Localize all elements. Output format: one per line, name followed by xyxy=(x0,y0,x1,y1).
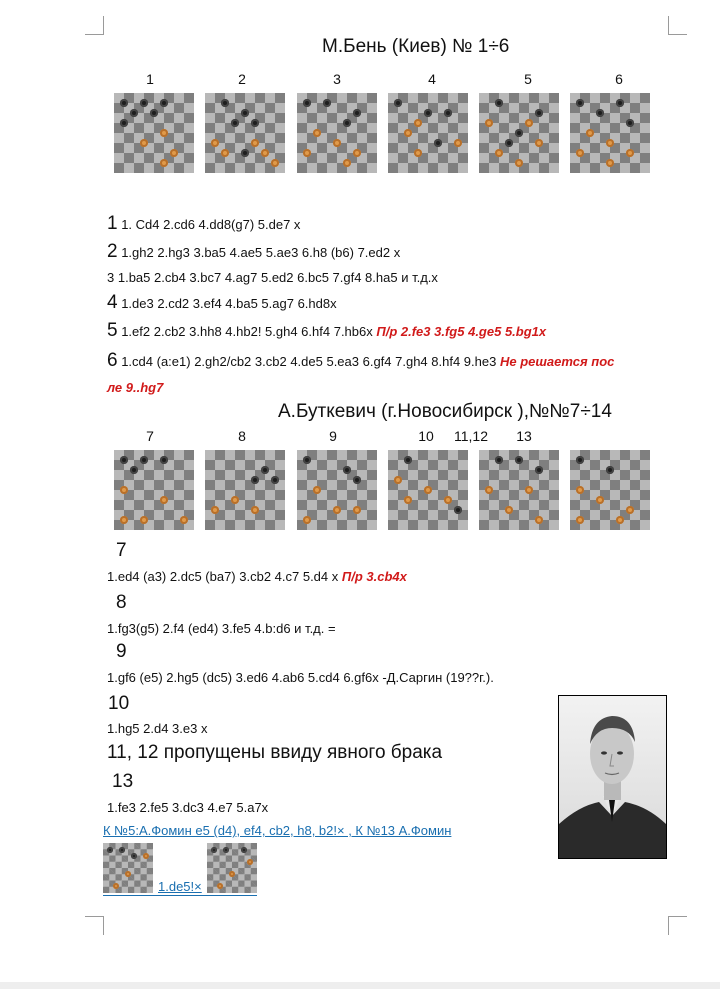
solution-text: 1.gh2 2.hg3 3.ba5 4.ae5 5.ae3 6.h8 (b6) 7.ed2 x xyxy=(121,245,401,260)
checker-board xyxy=(297,450,377,530)
black-piece xyxy=(131,853,137,859)
white-piece xyxy=(160,496,168,504)
problem-number: 8 xyxy=(116,592,127,613)
black-piece xyxy=(160,99,168,107)
white-piece xyxy=(217,883,223,889)
white-piece xyxy=(271,159,279,167)
solution-text: 1.ef2 2.cb2 3.hh8 4.hb2! 5.gh4 6.hf4 7.hb6x xyxy=(121,324,373,339)
diagram-number: 8 xyxy=(238,428,246,444)
solution-3 xyxy=(107,270,438,285)
white-piece xyxy=(140,516,148,524)
black-piece xyxy=(444,109,452,117)
problem-number: 1 xyxy=(107,213,118,234)
margin-corner-top-right xyxy=(668,16,687,35)
white-piece xyxy=(313,129,321,137)
black-piece xyxy=(454,506,462,514)
white-piece xyxy=(576,486,584,494)
white-piece xyxy=(140,139,148,147)
black-piece xyxy=(261,466,269,474)
black-piece xyxy=(221,99,229,107)
portrait-photo xyxy=(558,695,667,859)
black-piece xyxy=(160,456,168,464)
white-piece xyxy=(626,506,634,514)
white-piece xyxy=(247,859,253,865)
black-piece xyxy=(616,99,624,107)
white-piece xyxy=(606,139,614,147)
white-piece xyxy=(414,149,422,157)
white-piece xyxy=(343,159,351,167)
black-piece xyxy=(120,456,128,464)
white-piece xyxy=(616,516,624,524)
solution-text: 1.cd4 (a:e1) 2.gh2/cb2 3.cb2 4.de5 5.ea3 6.gf4 7.gh4 8.hf4 9.he3 xyxy=(121,354,497,369)
solution-11-12-note: 11, 12 пропущены ввиду явного брака xyxy=(107,742,443,763)
page-bottom-bar xyxy=(0,982,720,989)
white-piece xyxy=(525,486,533,494)
black-piece xyxy=(515,456,523,464)
white-piece xyxy=(596,496,604,504)
black-piece xyxy=(495,99,503,107)
white-piece xyxy=(586,129,594,137)
black-piece xyxy=(404,456,412,464)
diagram-number: 4 xyxy=(428,71,436,87)
addendum-move[interactable]: 1.de5!× xyxy=(158,879,202,894)
black-piece xyxy=(303,456,311,464)
black-piece xyxy=(251,476,259,484)
solution-text: 1. Cd4 2.cd6 4.dd8(g7) 5.de7 x xyxy=(121,217,301,232)
white-piece xyxy=(211,139,219,147)
white-piece xyxy=(515,159,523,167)
problem-number: 13 xyxy=(112,771,134,792)
white-piece xyxy=(333,506,341,514)
black-piece xyxy=(241,109,249,117)
solution-5 xyxy=(107,320,546,342)
black-piece xyxy=(626,119,634,127)
white-piece xyxy=(626,149,634,157)
solution-note: П/р 3.cb4x xyxy=(341,569,407,584)
black-piece xyxy=(231,119,239,127)
white-piece xyxy=(444,496,452,504)
solution-8: 1.fg3(g5) 2.f4 (ed4) 3.fe5 4.b:d6 и т.д. = xyxy=(107,621,336,636)
white-piece xyxy=(180,516,188,524)
solution-1 xyxy=(107,213,300,235)
black-piece xyxy=(241,847,247,853)
white-piece xyxy=(170,149,178,157)
solution-6 xyxy=(107,350,614,372)
white-piece xyxy=(424,486,432,494)
white-piece xyxy=(394,476,402,484)
margin-corner-bottom-left xyxy=(85,916,104,935)
black-piece xyxy=(535,109,543,117)
white-piece xyxy=(353,506,361,514)
white-piece xyxy=(525,119,533,127)
white-piece xyxy=(576,149,584,157)
link-underline xyxy=(103,895,257,896)
white-piece xyxy=(485,486,493,494)
black-piece xyxy=(576,99,584,107)
checker-board xyxy=(479,93,559,173)
black-piece xyxy=(271,476,279,484)
white-piece xyxy=(495,149,503,157)
diagram-number: 5 xyxy=(524,71,532,87)
section2-title: А.Буткевич (г.Новосибирск ),№№7÷14 xyxy=(278,401,612,422)
diagram-number: 7 xyxy=(146,428,154,444)
solution-note: Не решается пос xyxy=(499,354,615,369)
black-piece xyxy=(241,149,249,157)
white-piece xyxy=(576,516,584,524)
white-piece xyxy=(229,871,235,877)
white-piece xyxy=(535,139,543,147)
black-piece xyxy=(120,119,128,127)
margin-corner-bottom-right xyxy=(668,916,687,935)
solution-7 xyxy=(107,569,407,584)
margin-corner-top-left xyxy=(85,16,104,35)
solution-2 xyxy=(107,241,400,263)
solution-note: П/р 2.fe3 3.fg5 4.ge5 5.bg1x xyxy=(376,324,547,339)
problem-number: 3 xyxy=(107,270,115,285)
black-piece xyxy=(394,99,402,107)
black-piece xyxy=(576,456,584,464)
black-piece xyxy=(251,119,259,127)
black-piece xyxy=(107,847,113,853)
diagram-number: 9 xyxy=(329,428,337,444)
solution-text: 1.ed4 (a3) 2.dc5 (ba7) 3.cb2 4.c7 5.d4 x xyxy=(107,569,339,584)
checker-board xyxy=(479,450,559,530)
solution-text: 1.ba5 2.cb4 3.bc7 4.ag7 5.ed2 6.bc5 7.gf4 8.ha5 и т.д.х xyxy=(117,270,438,285)
black-piece xyxy=(211,847,217,853)
white-piece xyxy=(404,129,412,137)
checker-board xyxy=(388,93,468,173)
white-piece xyxy=(261,149,269,157)
diagram-number: 2 xyxy=(238,71,246,87)
checker-board xyxy=(114,93,194,173)
white-piece xyxy=(160,129,168,137)
white-piece xyxy=(606,159,614,167)
black-piece xyxy=(353,476,361,484)
black-piece xyxy=(343,119,351,127)
diagram-number: 10 xyxy=(418,428,434,444)
checker-board xyxy=(297,93,377,173)
diagram-number: 6 xyxy=(615,71,623,87)
diagram-number: 1 xyxy=(146,71,154,87)
black-piece xyxy=(223,847,229,853)
white-piece xyxy=(221,149,229,157)
white-piece xyxy=(211,506,219,514)
white-piece xyxy=(505,506,513,514)
diagram-number: 11,12 xyxy=(454,428,488,444)
white-piece xyxy=(485,119,493,127)
problem-number: 6 xyxy=(107,350,118,371)
black-piece xyxy=(130,109,138,117)
black-piece xyxy=(424,109,432,117)
white-piece xyxy=(535,516,543,524)
white-piece xyxy=(333,139,341,147)
black-piece xyxy=(120,99,128,107)
white-piece xyxy=(231,496,239,504)
checker-board xyxy=(114,450,194,530)
black-piece xyxy=(303,99,311,107)
white-piece xyxy=(251,506,259,514)
checker-board xyxy=(570,93,650,173)
checker-board xyxy=(205,93,285,173)
checker-board xyxy=(570,450,650,530)
diagram-number: 13 xyxy=(516,428,532,444)
black-piece xyxy=(130,466,138,474)
problem-number: 7 xyxy=(116,540,127,561)
white-piece xyxy=(303,516,311,524)
black-piece xyxy=(150,109,158,117)
solution-9: 1.gf6 (e5) 2.hg5 (dc5) 3.ed6 4.ab6 5.cd4 6.gf6x -Д.Саргин (19??г.). xyxy=(107,670,494,685)
black-piece xyxy=(495,456,503,464)
solution-13: 1.fe3 2.fe5 3.dc3 4.e7 5.a7x xyxy=(107,800,269,815)
solution-text: 1.de3 2.cd2 3.ef4 4.ba5 5.ag7 6.hd8x xyxy=(121,296,337,311)
checker-board xyxy=(388,450,468,530)
section1-title: М.Бень (Киев) № 1÷6 xyxy=(322,36,510,57)
addendum-link[interactable]: К №5:А.Фомин e5 (d4), ef4, cb2, h8, b2!× , К №13 А.Фомин xyxy=(103,823,452,838)
problem-number: 9 xyxy=(116,641,127,662)
black-piece xyxy=(434,139,442,147)
black-piece xyxy=(140,99,148,107)
black-piece xyxy=(119,847,125,853)
white-piece xyxy=(125,871,131,877)
black-piece xyxy=(535,466,543,474)
checker-board-small xyxy=(207,843,257,893)
white-piece xyxy=(113,883,119,889)
black-piece xyxy=(343,466,351,474)
white-piece xyxy=(160,159,168,167)
white-piece xyxy=(143,853,149,859)
black-piece xyxy=(323,99,331,107)
black-piece xyxy=(515,129,523,137)
checker-board-small xyxy=(103,843,153,893)
white-piece xyxy=(303,149,311,157)
problem-number: 4 xyxy=(107,292,118,313)
white-piece xyxy=(353,149,361,157)
white-piece xyxy=(414,119,422,127)
black-piece xyxy=(505,139,513,147)
white-piece xyxy=(120,516,128,524)
problem-number: 10 xyxy=(108,693,130,714)
white-piece xyxy=(251,139,259,147)
checker-board xyxy=(205,450,285,530)
diagram-number: 3 xyxy=(333,71,341,87)
problem-number: 2 xyxy=(107,241,118,262)
portrait-silhouette xyxy=(559,696,666,858)
white-piece xyxy=(454,139,462,147)
solution-4 xyxy=(107,292,337,314)
solution-10: 1.hg5 2.d4 3.e3 x xyxy=(107,721,208,736)
black-piece xyxy=(353,109,361,117)
white-piece xyxy=(404,496,412,504)
white-piece xyxy=(313,486,321,494)
black-piece xyxy=(596,109,604,117)
black-piece xyxy=(606,466,614,474)
black-piece xyxy=(140,456,148,464)
white-piece xyxy=(120,486,128,494)
solution-note-continued: ле 9..hg7 xyxy=(107,380,164,395)
problem-number: 5 xyxy=(107,320,118,341)
